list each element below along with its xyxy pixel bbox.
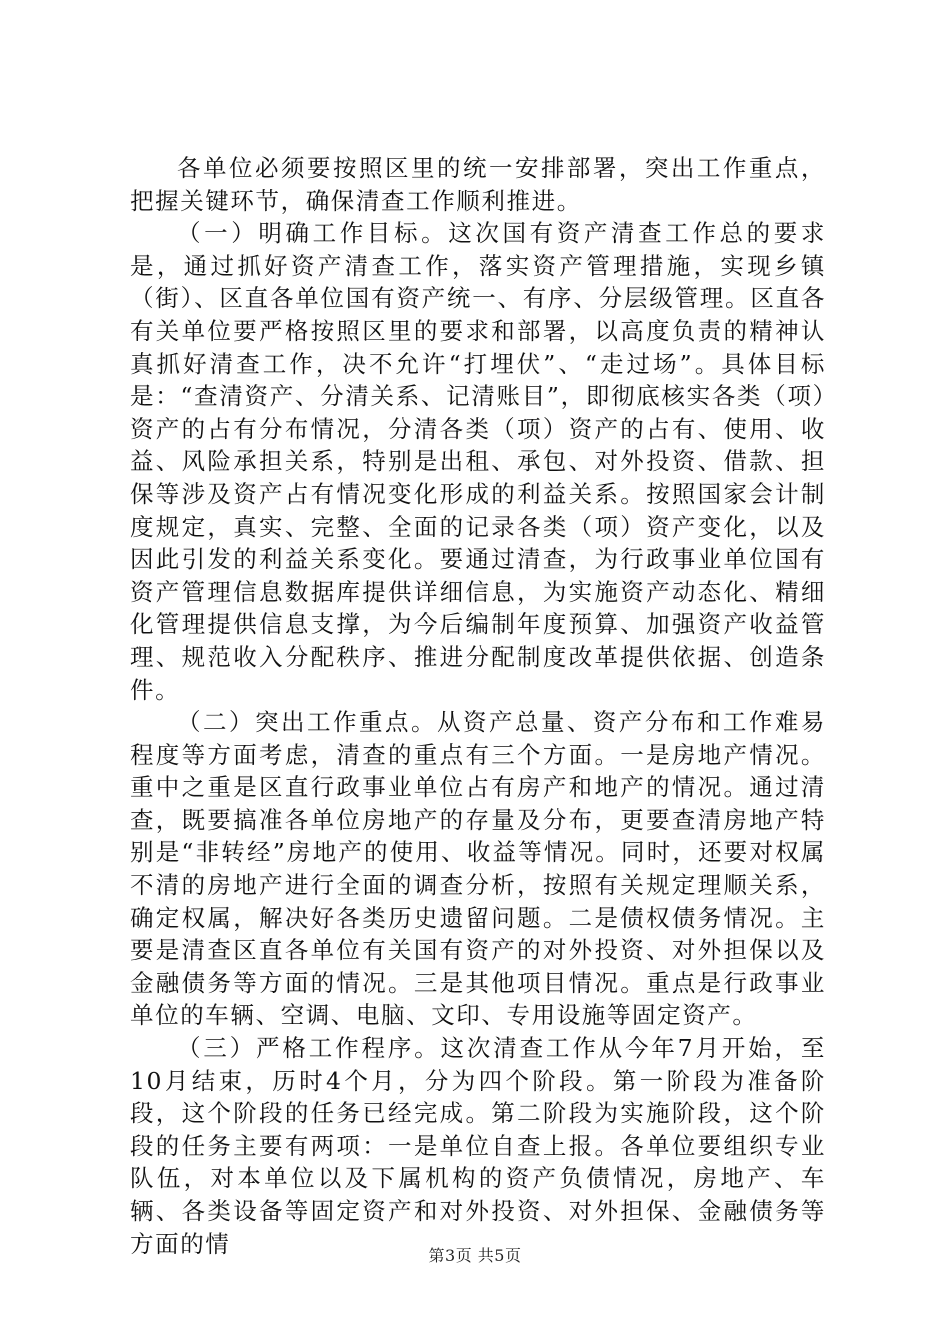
paragraph-section-3: （三）严格工作程序。这次清查工作从今年7月开始，至10月结束，历时4个月，分为四个阶段。第一阶段为准备阶段，这个阶段的任务已经完成。第二阶段为实施阶段，这个阶段的任务主要有两项：一是单位自查上报。各单位要组织专业队伍，对本单位以及下属机构的资产负债情况，房地产、车辆、各类设备等固定资产和对外投资、对外担保、金融债务等方面的情 [130, 1034, 826, 1258]
paragraph-section-2: （二）突出工作重点。从资产总量、资产分布和工作难易程度等方面考虑，清查的重点有三个方面。一是房地产情况。重中之重是区直行政事业单位占有房产和地产的情况。通过清查，既要搞准各单位房地产的存量及分布，更要查清房地产特别是“非转经”房地产的使用、收益等情况。同时，还要对权属不清的房地产进行全面的调查分析，按照有关规定理顺关系，确定权属，解决好各类历史遗留问题。二是债权债务情况。主要是清查区直各单位有关国有资产的对外投资、对外担保以及金融债务等方面的情况。三是其他项目情况。重点是行政事业单位的车辆、空调、电脑、文印、专用设施等固定资产。 [130, 708, 826, 1030]
paragraph-intro: 各单位必须要按照区里的统一安排部署，突出工作重点，把握关键环节，确保清查工作顺利推进。 [130, 154, 826, 215]
page-number-footer: 第3页 共5页 [428, 1246, 522, 1265]
paragraph-section-1: （一）明确工作目标。这次国有资产清查工作总的要求是，通过抓好资产清查工作，落实资产管理措施，实现乡镇（街）、区直各单位国有资产统一、有序、分层级管理。区直各有关单位要严格按照区里的要求和部署，以高度负责的精神认真抓好清查工作，决不允许“打埋伏”、“走过场”。具体目标是：“查清资产、分清关系、记清账目”，即彻底核实各类（项）资产的占有分布情况，分清各类（项）资产的占有、使用、收益、风险承担关系，特别是出租、承包、对外投资、借款、担保等涉及资产占有情况变化形成的利益关系。按照国家会计制度规定，真实、完整、全面的记录各类（项）资产变化，以及因此引发的利益关系变化。要通过清查，为行政事业单位国有资产管理信息数据库提供详细信息，为实施资产动态化、精细化管理提供信息支撑，为今后编制年度预算、加强资产收益管理、规范收入分配秩序、推进分配制度改革提供依据、创造条件。 [130, 219, 826, 704]
document-body [130, 152, 826, 1260]
